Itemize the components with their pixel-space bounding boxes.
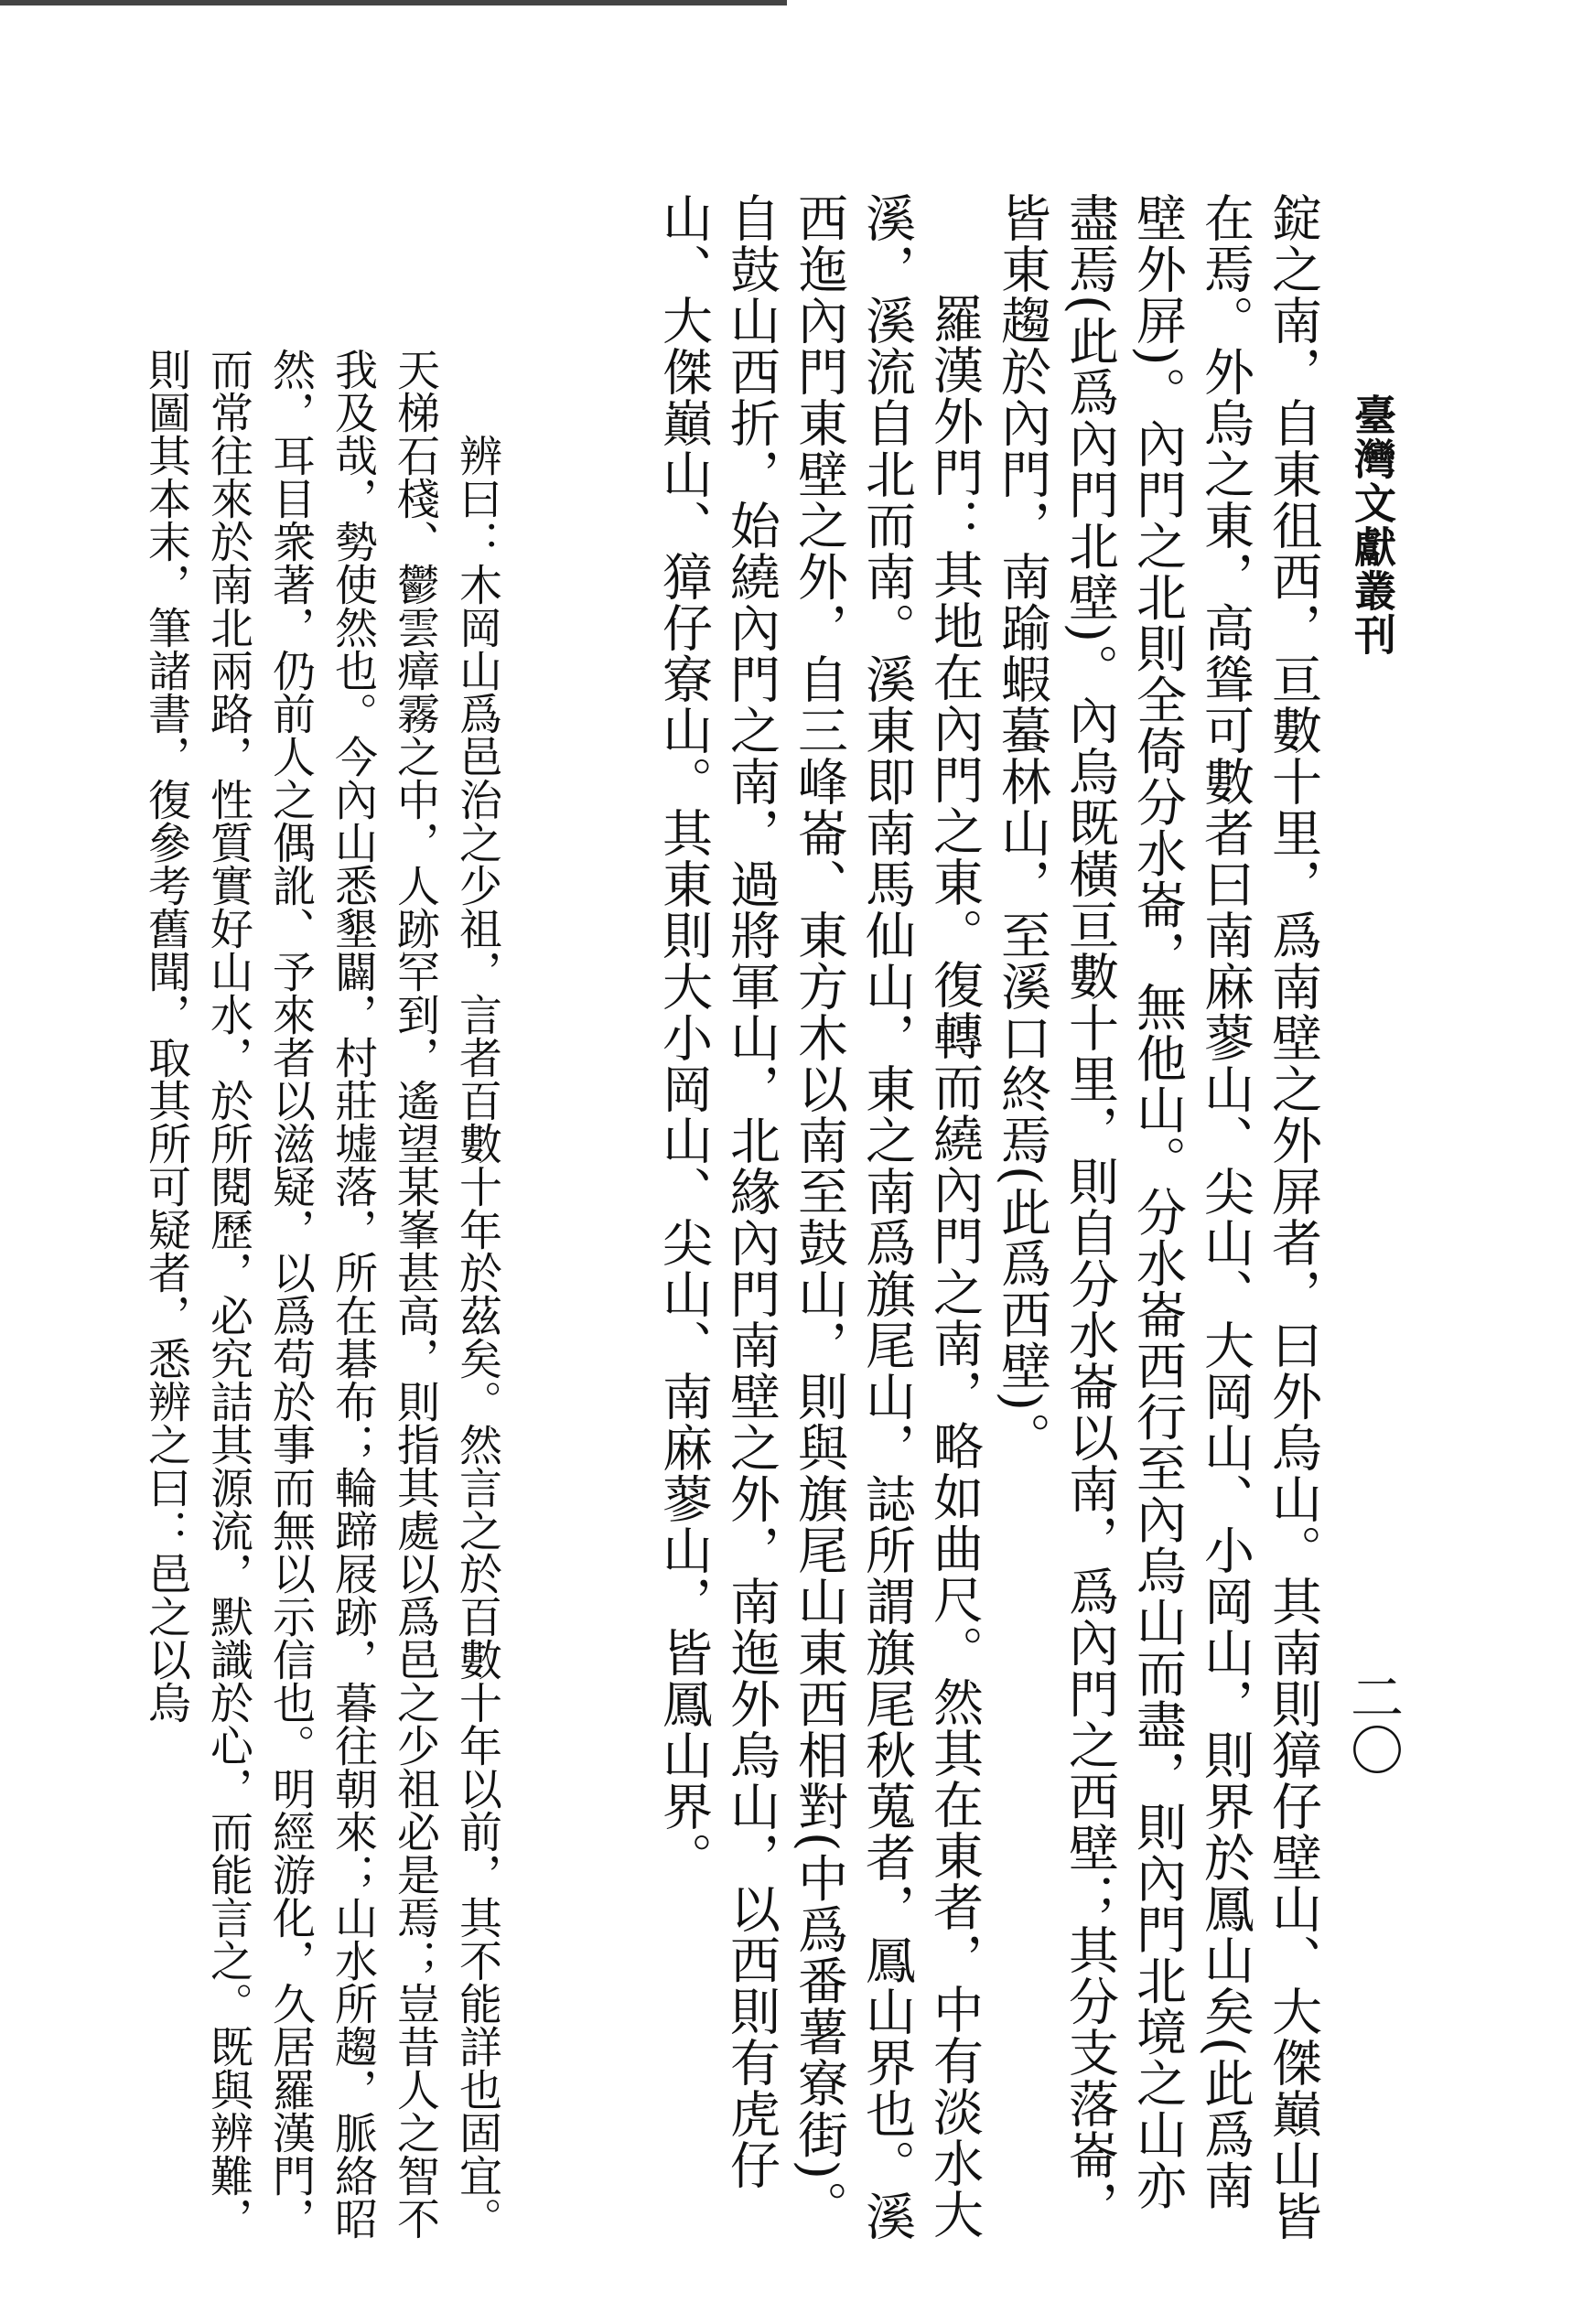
commentary-paragraph: 辨曰：木岡山爲邑治之少祖，言者百數十年於茲矣。然言之於百數十年以前，其不能詳也固宜。天梯石棧、鬱雲瘴霧之中，人跡罕到，遙望某峯甚高，則指其處以爲邑之少祖必是焉；豈昔人之智不我及哉，勢使然也。今內山悉墾闢，村莊墟落，所在碁布；輪蹄屐跡，暮往朝來；山水所趨，脈絡昭然，耳目衆著，仍前人之偶訛、予來者以滋疑，以爲苟於事而無以示信也。明經游化，久居羅漢門，而常往來於南北兩路，性質實好山水，於所閱歷，必究詰其源流，默識於心，而能言之。既與辨難，則圖其本末，筆諸書，復參考舊聞，取其所可疑者，悉辨之曰：邑之以烏: [141, 348, 502, 2240]
top-rule: [0, 0, 787, 5]
main-paragraph-1: 錠之南，自東徂西，亘數十里，爲南壁之外屏者，曰外烏山。其南則獐仔壁山、大傑巔山皆在焉。外烏之東，高聳可數者曰南麻蓼山、尖山、大岡山、小岡山，則界於鳳山矣(此爲南壁外屏)。內門之北則全倚分水崙，無他山。分水崙西行至內烏山而盡，則內門北境之山亦盡焉(此爲內門北壁)。內烏既橫亘數十里，則自分水崙以南，爲內門之西壁；其分支落崙，皆東趨於內門，南踰蝦蟇林山，至溪口終焉(此爲西壁)。: [993, 192, 1322, 2242]
running-header-title: 臺灣文獻叢刊: [1348, 393, 1397, 657]
main-paragraph-2: 羅漢外門：其地在內門之東。復轉而繞內門之南，略如曲尺。然其在東者，中有淡水大溪，溪流自北而南。溪東即南馬仙山，東之南爲旗尾山，誌所謂旗尾秋蒐者，鳳山界也。溪西迤內門東壁之外，自三峰崙、東方木以南至鼓山，則與旗尾山東西相對(中爲番薯寮街)。自鼓山西折，始繞內門之南，過將軍山，北緣內門南壁之外，南迤外烏山，以西則有虎仔山、大傑巔山、獐仔寮山。其東則大小岡山、尖山、南麻蓼山，皆鳳山界。: [654, 192, 984, 2242]
page-number: 二〇: [1341, 1670, 1404, 1776]
main-text: [531, 192, 1327, 2242]
commentary-text: [137, 348, 508, 2251]
